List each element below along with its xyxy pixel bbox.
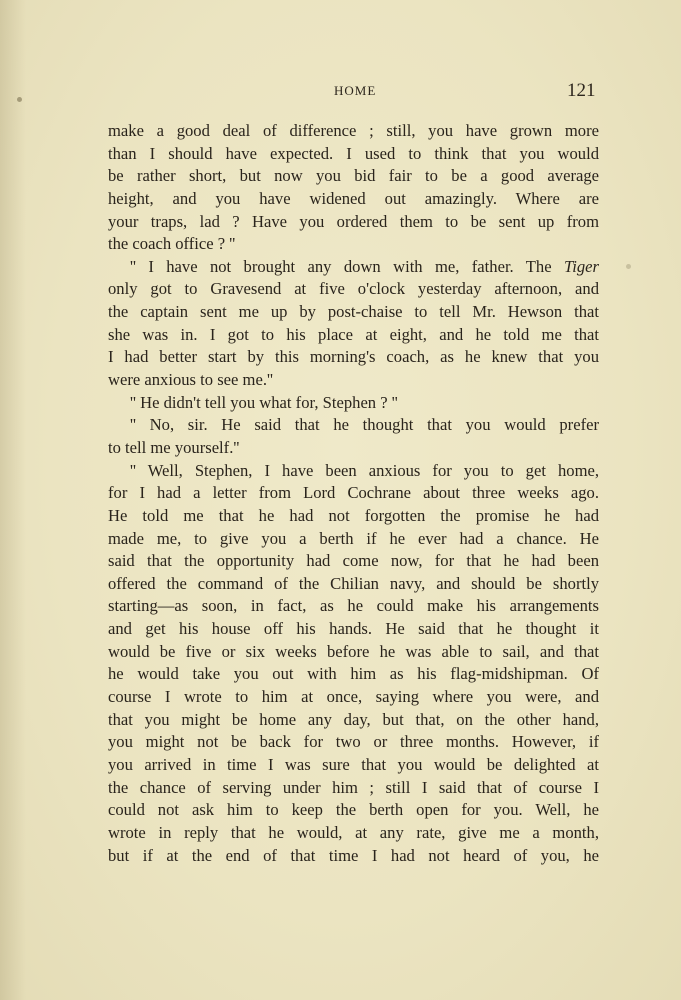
text-line: course I wrote to him at once, saying where you were, and: [108, 687, 599, 707]
text-line: '' He didn't tell you what for, Stephen ? '': [130, 392, 398, 412]
text-line: I had better start by this morning's coach, as he knew that you: [108, 347, 599, 367]
text-line: height, and you have widened out amazingly. Where are: [108, 188, 599, 208]
running-title: HOME: [334, 83, 377, 98]
body-text: [108, 120, 599, 867]
text-line: '' No, sir. He said that he thought that you would prefer: [130, 415, 599, 435]
text-line: she was in. I got to his place at eight, and he told me that: [108, 324, 599, 344]
text-line: starting—as soon, in fact, as he could make his arrangements: [108, 596, 599, 616]
text-line: you might not be back for two or three months. However, if: [108, 732, 599, 752]
text-line: make a good deal of difference ; still, you have grown more: [108, 121, 599, 140]
text-line: your traps, lad ? Have you ordered them to be sent up from: [108, 211, 599, 231]
text-fragment: '' I have not brought any down with me, father. The: [130, 256, 564, 276]
text-line: and get his house off his hands. He said that he thought it: [108, 619, 599, 639]
text-line: offered the command of the Chilian navy, and should be shortly: [108, 573, 599, 593]
text-line: He told me that he had not forgotten the promise he had: [108, 505, 599, 525]
text-line: said that the opportunity had come now, for that he had been: [108, 551, 599, 571]
text-line: [108, 256, 599, 279]
text-line: the chance of serving under him ; still I said that of course I: [108, 777, 599, 797]
text-line: to tell me yourself.'': [108, 437, 240, 457]
text-line: '' Well, Stephen, I have been anxious for you to get home,: [130, 460, 599, 480]
text-line: you arrived in time I was sure that you would be delighted at: [108, 754, 599, 774]
text-line: would be five or six weeks before he was able to sail, and that: [108, 641, 599, 661]
text-line: the captain sent me up by post-chaise to tell Mr. Hewson that: [108, 302, 599, 322]
text-line: were anxious to see me.'': [108, 370, 273, 390]
text-line: wrote in reply that he would, at any rate, give me a month,: [108, 822, 599, 842]
text-line: he would take you out with him as his flag-midshipman. Of: [108, 664, 599, 684]
text-line: than I should have expected. I used to think that you would: [108, 143, 599, 163]
running-head: [0, 80, 681, 104]
text-line: only got to Gravesend at five o'clock yesterday afternoon, and: [108, 279, 599, 299]
paper-speck: [626, 264, 631, 269]
text-line: the coach office ? '': [108, 234, 236, 254]
gutter-shadow: [0, 0, 26, 1000]
text-line: for I had a letter from Lord Cochrane about three weeks ago.: [108, 483, 599, 503]
text-line: that you might be home any day, but that, on the other hand,: [108, 709, 599, 729]
text-line: could not ask him to keep the berth open for you. Well, he: [108, 800, 599, 820]
ship-name: Tiger: [563, 256, 599, 276]
text-line: made me, to give you a berth if he ever had a chance. He: [108, 528, 599, 548]
text-line: be rather short, but now you bid fair to be a good average: [108, 166, 599, 186]
text-line: but if at the end of that time I had not heard of you, he: [108, 845, 599, 865]
page-number: 121: [567, 80, 596, 101]
